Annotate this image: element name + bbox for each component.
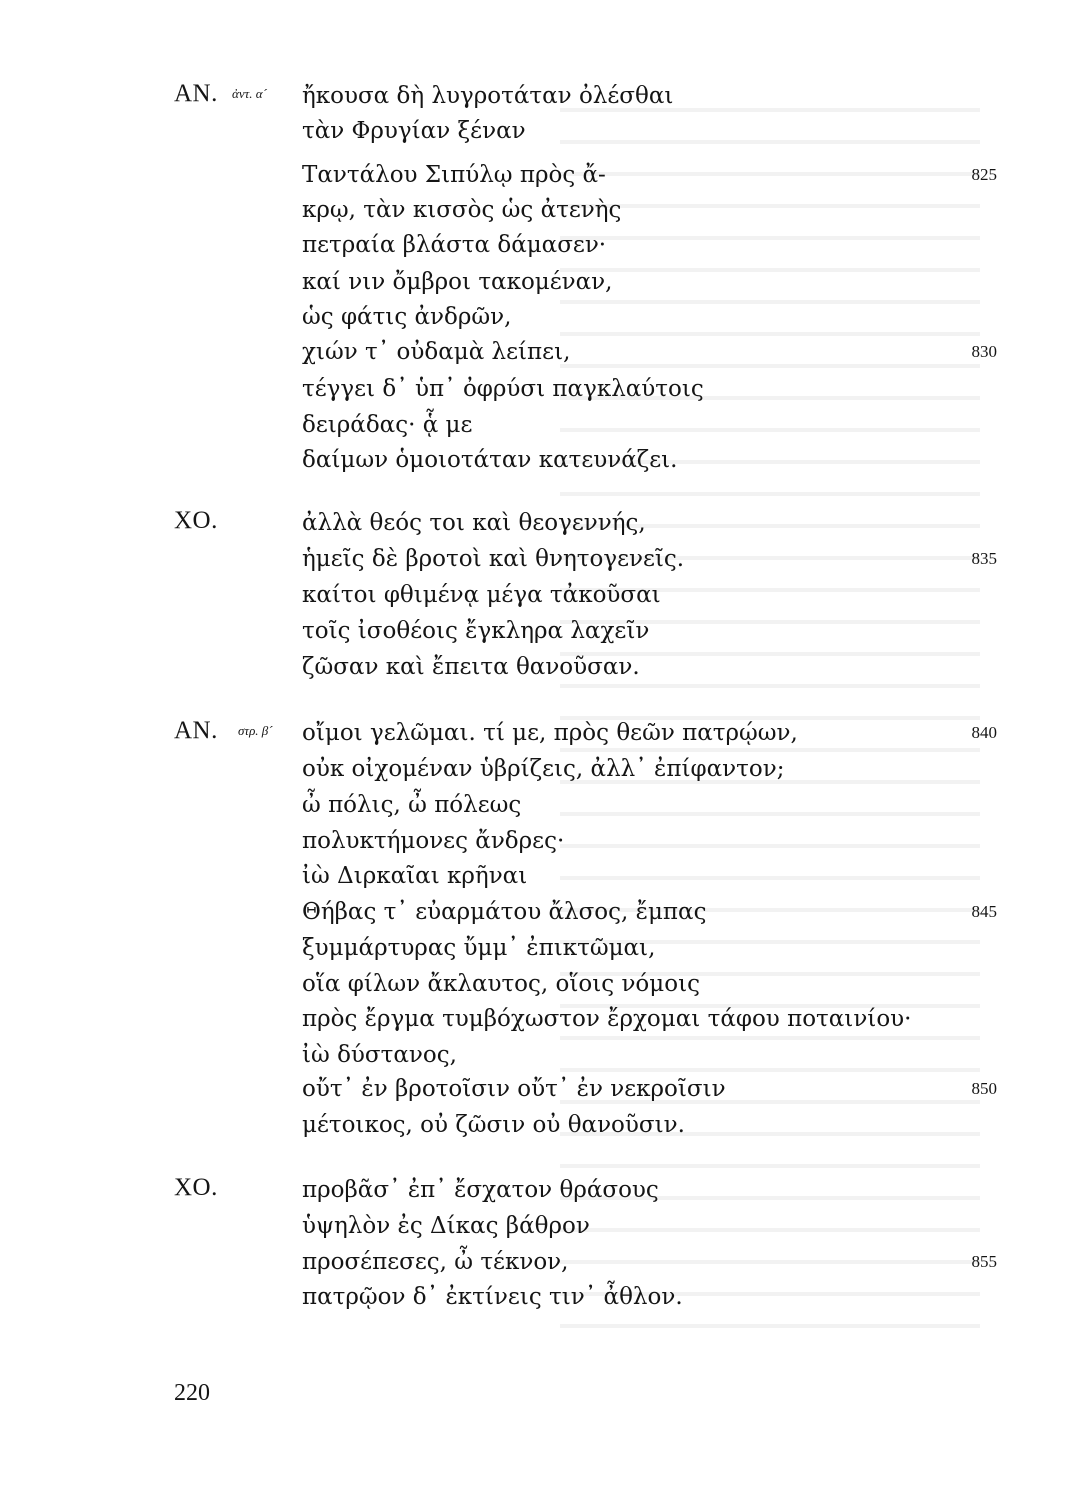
verse-line: ἤκουσα δὴ λυγροτάταν ὀλέσθαι <box>302 83 674 109</box>
verse-line: χιών τ᾽ οὐδαμὰ λείπει, <box>302 339 571 365</box>
verse-line: τοῖς ἰσοθέοις ἔγκληρα λαχεῖν <box>302 618 650 644</box>
line-number: 855 <box>971 1252 997 1271</box>
verse-line: ὦ πόλις, ὦ πόλεως <box>302 792 522 818</box>
verse-line: οὔτ᾽ ἐν βροτοῖσιν οὔτ᾽ ἐν νεκροῖσιν <box>302 1076 726 1102</box>
verse-line: μέτοικος, οὐ ζῶσιν οὐ θανοῦσιν. <box>302 1112 685 1138</box>
line-number: 835 <box>971 549 997 568</box>
speaker-label: ΧΟ. <box>174 1174 218 1201</box>
speaker-label: ΧΟ. <box>174 507 218 534</box>
line-number: 825 <box>971 165 997 184</box>
verse-line: ὡς φάτις ἀνδρῶν, <box>302 304 512 330</box>
verse-line: τέγγει δ᾽ ὑπ᾽ ὀφρύσι παγκλαύτοις <box>302 376 704 402</box>
verse-line: οἴμοι γελῶμαι. τί με, πρὸς θεῶν πατρῴων, <box>302 720 798 746</box>
verse-line: τὰν Φρυγίαν ξέναν <box>302 118 526 144</box>
verse-line: κρῳ, τὰν κισσὸς ὡς ἀτενὴς <box>302 197 622 223</box>
verse-line: καίτοι φθιμένᾳ μέγα τἀκοῦσαι <box>302 582 661 608</box>
verse-line: οὐκ οἰχομέναν ὑβρίζεις, ἀλλ᾽ ἐπίφαντον; <box>302 756 785 782</box>
verse-line: ἡμεῖς δὲ βροτοὶ καὶ θνητογενεῖς. <box>302 546 685 572</box>
verse-line: δειράδας· ᾇ με <box>302 412 473 438</box>
verse-line: πολυκτήμονες ἄνδρες· <box>302 828 565 854</box>
verse-line: οἵα φίλων ἄκλαυτος, οἵοις νόμοις <box>302 971 700 997</box>
line-number: 840 <box>971 723 997 742</box>
speaker-label: ΑΝ. <box>174 717 218 744</box>
meter-label: ἀντ. α´ <box>232 86 267 101</box>
verse-line: Θήβας τ᾽ εὐαρμάτου ἄλσος, ἔμπας <box>302 899 707 925</box>
line-number: 850 <box>971 1079 997 1098</box>
verse-line: ζῶσαν καὶ ἔπειτα θανοῦσαν. <box>302 654 640 680</box>
verse-line: προσέπεσες, ὦ τέκνον, <box>302 1249 569 1275</box>
verse-line: πετραία βλάστα δάμασεν· <box>302 232 607 258</box>
verse-line: Ταντάλου Σιπύλῳ πρὸς ἄ- <box>302 162 606 188</box>
line-number: 830 <box>971 342 997 361</box>
verse-line: δαίμων ὁμοιοτάταν κατευνάζει. <box>302 447 678 473</box>
verse-line: ὑψηλὸν ἐς Δίκας βάθρον <box>302 1213 590 1239</box>
line-number: 845 <box>971 902 997 921</box>
page-number: 220 <box>174 1380 210 1406</box>
verse-line: πατρῷον δ᾽ ἐκτίνεις τιν᾽ ἆθλον. <box>302 1284 683 1310</box>
meter-label: στρ. β´ <box>238 723 273 738</box>
verse-line: καί νιν ὄμβροι τακομέναν, <box>302 269 613 295</box>
speaker-label: ΑΝ. <box>174 80 218 107</box>
verse-line: προβᾶσ᾽ ἐπ᾽ ἔσχατον θράσους <box>302 1177 659 1203</box>
verse-line: ἰὼ δύστανος, <box>302 1042 457 1068</box>
verse-line: πρὸς ἔργμα τυμβόχωστον ἔρχομαι τάφου ποταινίου· <box>302 1006 912 1032</box>
verse-line: ἰὼ Διρκαῖαι κρῆναι <box>302 863 528 889</box>
show-through-texture <box>560 86 980 1346</box>
verse-line: ξυμμάρτυρας ὔμμ᾽ ἐπικτῶμαι, <box>302 935 656 961</box>
verse-line: ἀλλὰ θεός τοι καὶ θεογεννής, <box>302 510 646 536</box>
